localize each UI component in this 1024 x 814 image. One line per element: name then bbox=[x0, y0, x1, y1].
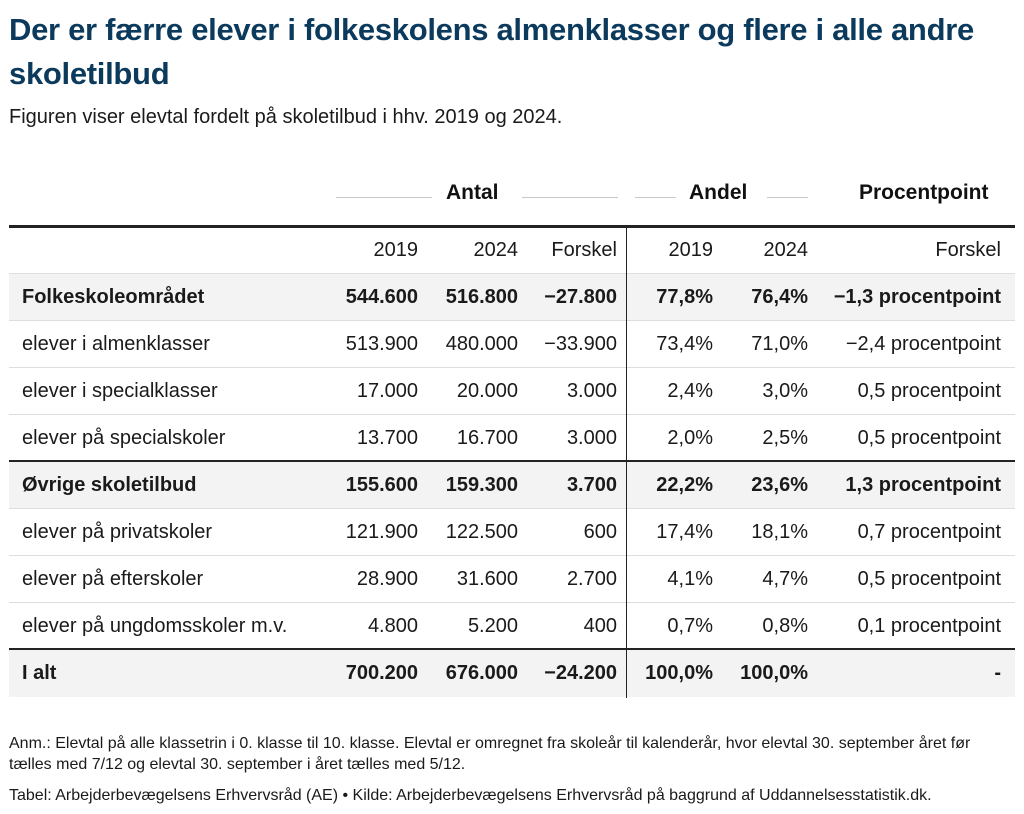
chart-title: Der er færre elever i folkeskolens almenklasser og flere i alle andre skoletilbud bbox=[9, 12, 974, 91]
group-header-procentpoint: Procentpoint bbox=[859, 181, 989, 204]
col-header-pp-forskel: Forskel bbox=[935, 239, 1001, 261]
note-source: Tabel: Arbejderbevægelsens Erhvervsråd (AE) • Kilde: Arbejderbevægelsens Erhvervsråd på baggrund af Uddannelsesstatistik.dk. bbox=[9, 787, 932, 804]
group-rule-antal-right bbox=[522, 197, 618, 198]
group-rule-andel-right bbox=[767, 197, 808, 198]
row-label: elever på privatskoler bbox=[22, 521, 213, 543]
table-row bbox=[9, 462, 1015, 509]
cell-andel-2019: 4,1% bbox=[667, 568, 713, 590]
cell-antal-2019: 121.900 bbox=[345, 521, 418, 543]
chart-subtitle: Figuren viser elevtal fordelt på skoletilbud i hhv. 2019 og 2024. bbox=[9, 106, 563, 128]
col-header-andel-2019: 2019 bbox=[668, 239, 713, 261]
col-header-antal-forskel: Forskel bbox=[551, 239, 617, 261]
table-row bbox=[9, 274, 1015, 321]
cell-pp-forskel: - bbox=[994, 662, 1001, 684]
cell-antal-2019: 13.700 bbox=[356, 427, 418, 449]
row-label: elever på ungdomsskoler m.v. bbox=[22, 615, 288, 637]
cell-andel-2019: 100,0% bbox=[645, 662, 713, 684]
table-row bbox=[9, 556, 1015, 603]
cell-antal-2019: 155.600 bbox=[345, 474, 418, 496]
cell-pp-forskel: 1,3 procentpoint bbox=[845, 474, 1001, 496]
col-header-antal-2024: 2024 bbox=[473, 239, 518, 261]
cell-andel-2024: 76,4% bbox=[751, 286, 808, 308]
cell-antal-forskel: 3.700 bbox=[566, 474, 617, 496]
cell-andel-2019: 77,8% bbox=[656, 286, 713, 308]
cell-andel-2024: 71,0% bbox=[751, 333, 808, 355]
cell-antal-2019: 17.000 bbox=[356, 380, 418, 402]
row-label: elever i almenklasser bbox=[22, 333, 210, 355]
group-rule-antal-left bbox=[336, 197, 432, 198]
col-header-antal-2019: 2019 bbox=[373, 239, 418, 261]
cell-pp-forskel: 0,1 procentpoint bbox=[857, 615, 1001, 637]
cell-andel-2024: 0,8% bbox=[762, 615, 808, 637]
cell-antal-2019: 513.900 bbox=[345, 333, 418, 355]
group-rule-andel-left bbox=[635, 197, 676, 198]
cell-antal-2019: 4.800 bbox=[367, 615, 418, 637]
cell-pp-forskel: 0,5 procentpoint bbox=[857, 568, 1001, 590]
cell-antal-2019: 28.900 bbox=[356, 568, 418, 590]
cell-antal-2024: 20.000 bbox=[456, 380, 518, 402]
table-row bbox=[9, 321, 1015, 368]
cell-andel-2019: 0,7% bbox=[667, 615, 713, 637]
cell-antal-forskel: 3.000 bbox=[566, 427, 617, 449]
cell-antal-2024: 480.000 bbox=[445, 333, 518, 355]
cell-antal-forskel: 2.700 bbox=[566, 568, 617, 590]
cell-andel-2024: 3,0% bbox=[762, 380, 808, 402]
group-header-antal: Antal bbox=[446, 181, 499, 204]
cell-antal-2024: 516.800 bbox=[445, 286, 518, 308]
cell-andel-2019: 2,0% bbox=[667, 427, 713, 449]
column-header-row bbox=[9, 227, 1015, 274]
table-row bbox=[9, 415, 1015, 462]
cell-andel-2024: 100,0% bbox=[740, 662, 808, 684]
cell-pp-forskel: −2,4 procentpoint bbox=[845, 333, 1001, 355]
cell-andel-2024: 2,5% bbox=[762, 427, 808, 449]
cell-antal-forskel: −33.900 bbox=[544, 333, 617, 355]
cell-antal-forskel: 400 bbox=[583, 615, 617, 637]
table-row bbox=[9, 368, 1015, 415]
cell-antal-2024: 5.200 bbox=[467, 615, 518, 637]
row-label: elever på specialskoler bbox=[22, 427, 226, 449]
cell-andel-2019: 17,4% bbox=[656, 521, 713, 543]
cell-antal-2024: 122.500 bbox=[445, 521, 518, 543]
cell-antal-2024: 31.600 bbox=[456, 568, 518, 590]
table-row bbox=[9, 603, 1015, 650]
cell-antal-forskel: −24.200 bbox=[544, 662, 617, 684]
cell-antal-2024: 676.000 bbox=[445, 662, 518, 684]
note-anm: Anm.: Elevtal på alle klassetrin i 0. klasse til 10. klasse. Elevtal er omregnet fra skoleår til kalenderår, hvor elevtal 30. september året før tælles med 7/12 og elevtal 30. september i året tælles med 5/12. bbox=[9, 735, 971, 773]
cell-pp-forskel: 0,5 procentpoint bbox=[857, 427, 1001, 449]
cell-andel-2019: 73,4% bbox=[656, 333, 713, 355]
cell-antal-forskel: 3.000 bbox=[566, 380, 617, 402]
row-label: I alt bbox=[22, 662, 57, 684]
row-label: Øvrige skoletilbud bbox=[22, 474, 197, 496]
cell-antal-2019: 700.200 bbox=[345, 662, 418, 684]
cell-antal-forskel: −27.800 bbox=[544, 286, 617, 308]
cell-andel-2019: 22,2% bbox=[656, 474, 713, 496]
table-row bbox=[9, 650, 1015, 697]
cell-andel-2024: 23,6% bbox=[751, 474, 808, 496]
row-label: Folkeskoleområdet bbox=[22, 286, 205, 308]
cell-antal-2019: 544.600 bbox=[345, 286, 418, 308]
cell-antal-forskel: 600 bbox=[583, 521, 617, 543]
cell-antal-2024: 159.300 bbox=[445, 474, 518, 496]
cell-andel-2019: 2,4% bbox=[667, 380, 713, 402]
row-label: elever på efterskoler bbox=[22, 568, 204, 590]
row-label: elever i specialklasser bbox=[22, 380, 218, 402]
col-header-andel-2024: 2024 bbox=[763, 239, 808, 261]
cell-andel-2024: 4,7% bbox=[762, 568, 808, 590]
cell-pp-forskel: −1,3 procentpoint bbox=[833, 286, 1001, 308]
cell-antal-2024: 16.700 bbox=[456, 427, 518, 449]
table-column-divider bbox=[626, 227, 627, 698]
table-row bbox=[9, 509, 1015, 556]
cell-andel-2024: 18,1% bbox=[751, 521, 808, 543]
cell-pp-forskel: 0,7 procentpoint bbox=[857, 521, 1001, 543]
group-header-andel: Andel bbox=[689, 181, 748, 204]
cell-pp-forskel: 0,5 procentpoint bbox=[857, 380, 1001, 402]
